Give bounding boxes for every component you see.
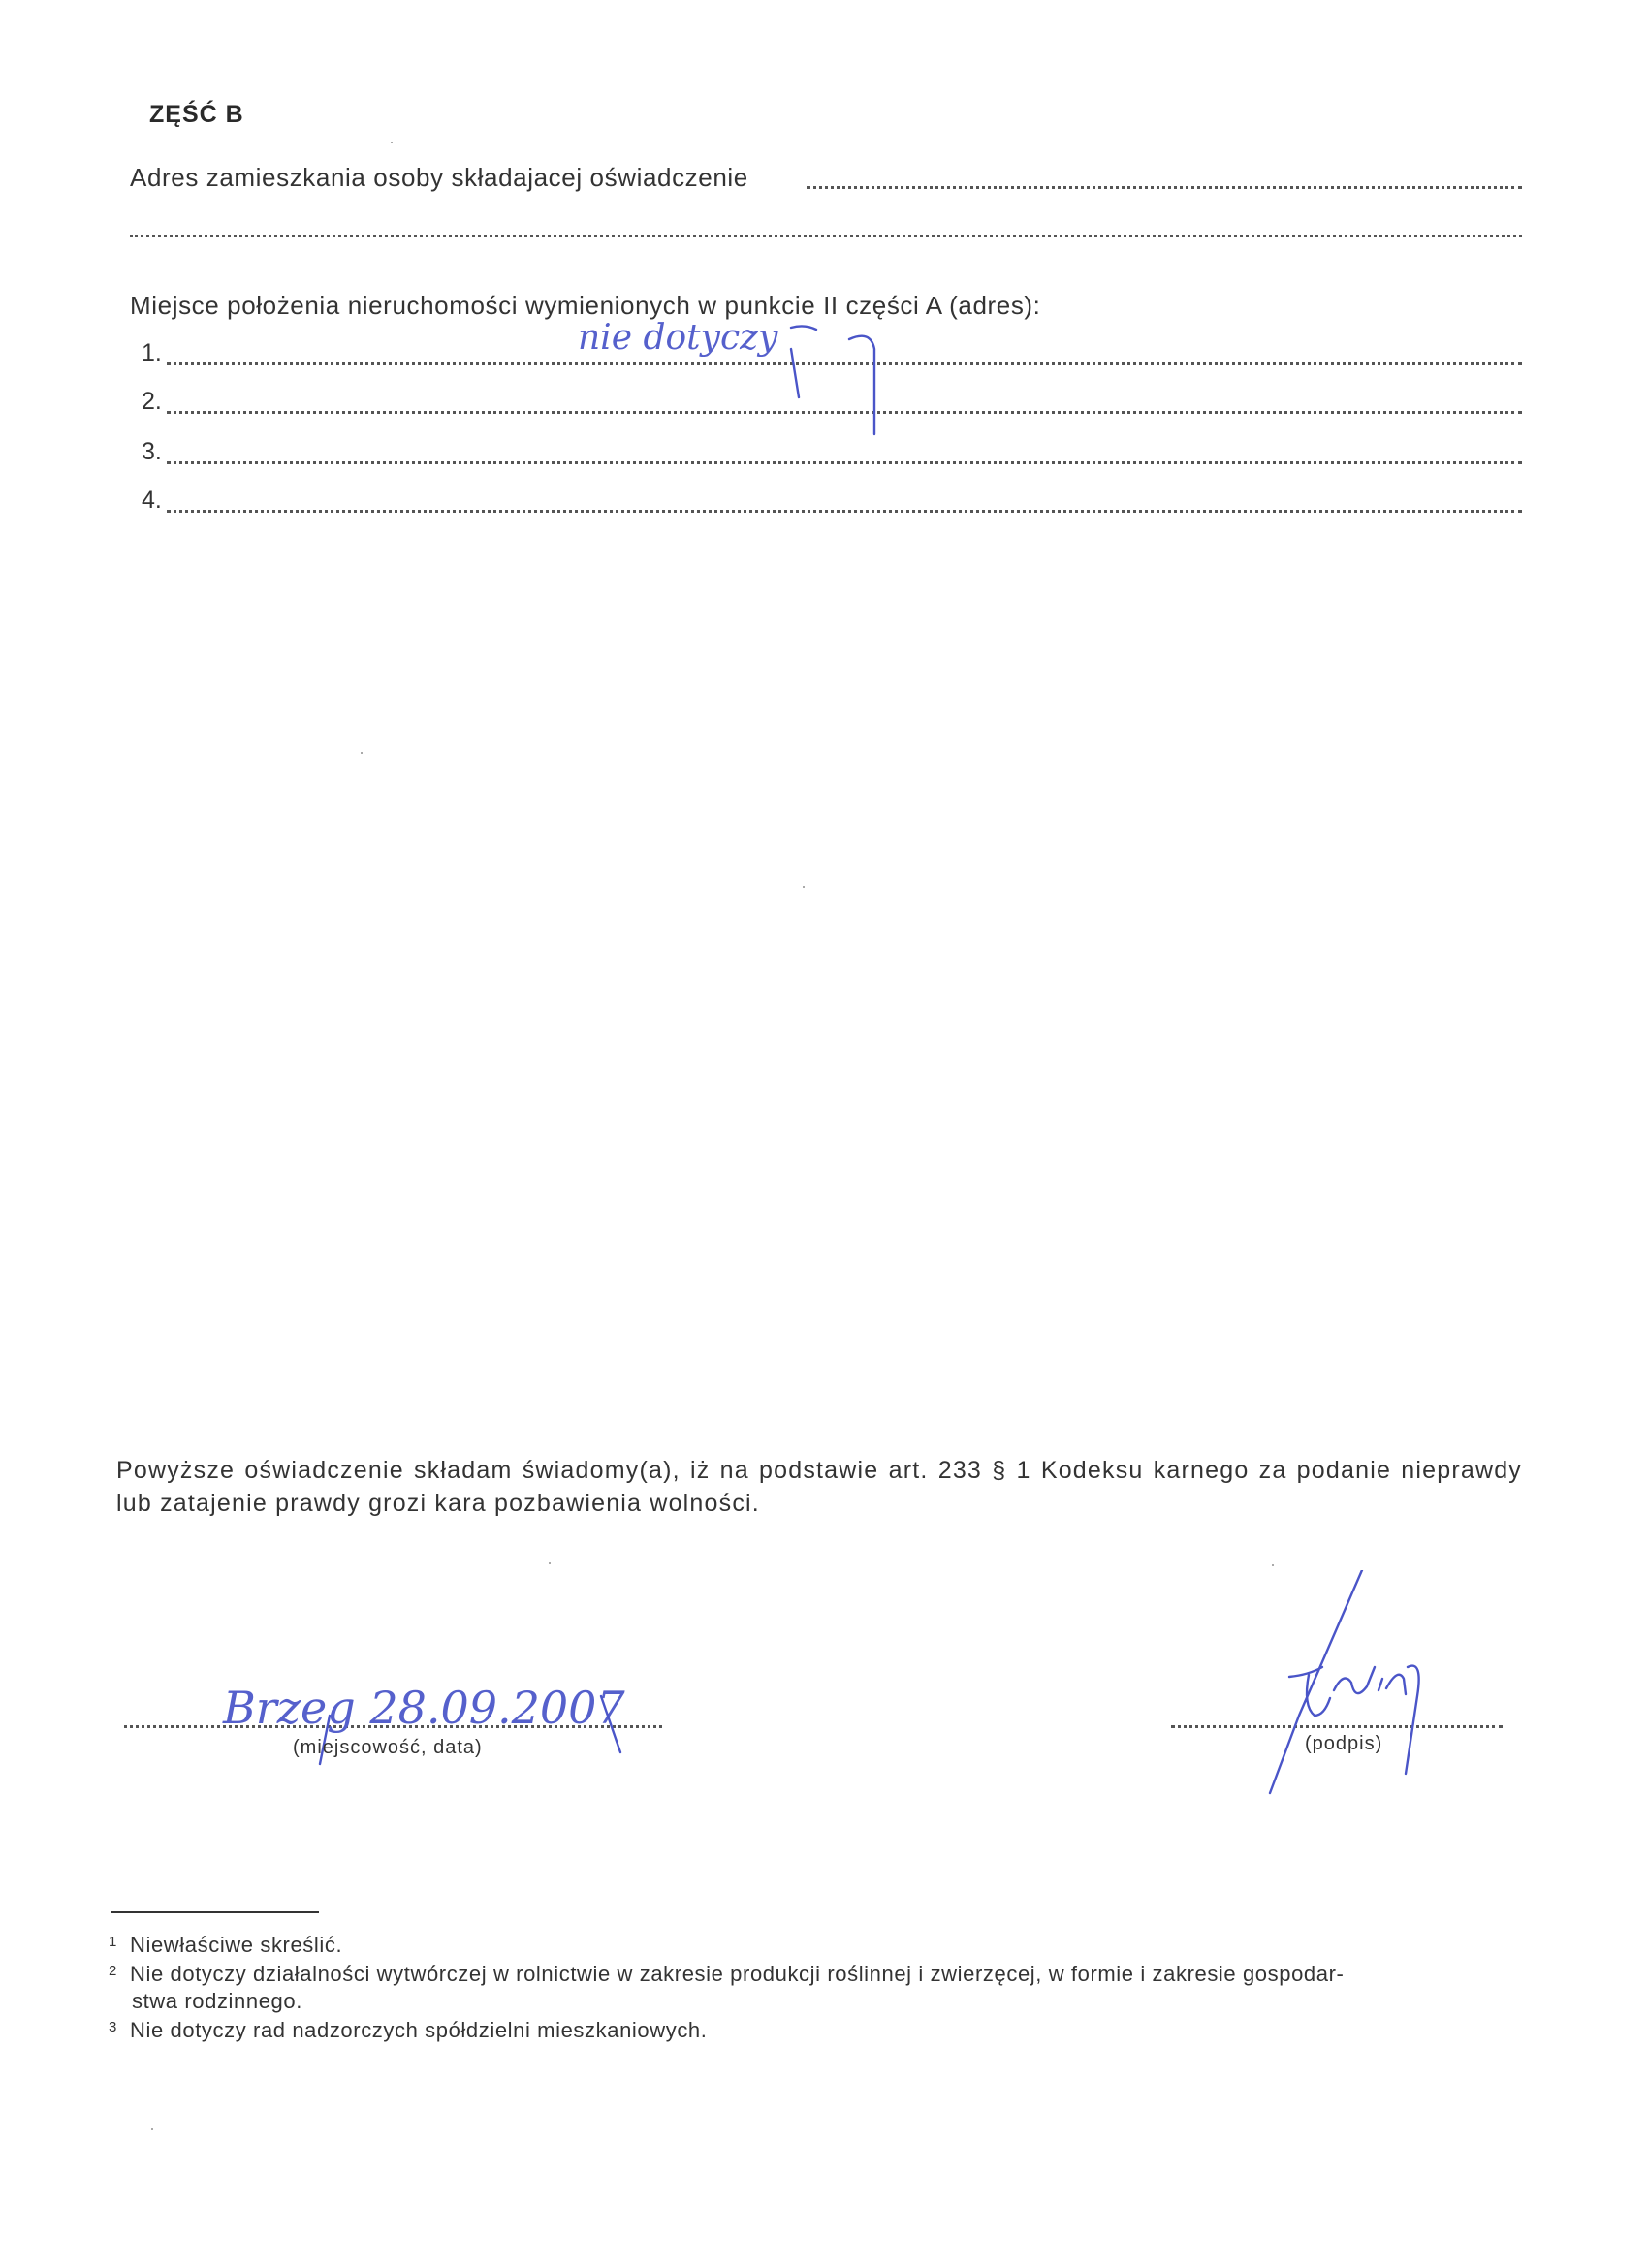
- property-item-line-3: [167, 461, 1522, 464]
- svg-text:nie dotyczy: nie dotyczy: [578, 318, 778, 358]
- footnote-separator: [111, 1911, 319, 1913]
- address-field-line-1: [807, 186, 1522, 189]
- address-field-line-2: [130, 235, 1522, 237]
- declaration-text: Powyższe oświadczenie składam świadomy(a), iż na podstawie art. 233 § 1 Kodeksu karnego za podanie nieprawdy lub zatajenie prawdy grozi kara pozbawienia wolności.: [116, 1457, 1522, 1517]
- property-location-label: Miejsce położenia nieruchomości wymienionych w punkcie II części A (adres):: [130, 291, 1041, 320]
- footnote-text: Nie dotyczy rad nadzorczych spółdzielni mieszkaniowych.: [130, 2018, 708, 2042]
- footnote-2: [109, 1958, 1524, 2015]
- scan-speck: [151, 2128, 153, 2130]
- scan-speck: [549, 1562, 551, 1564]
- property-item-number-2: 2.: [142, 388, 162, 415]
- handwritten-not-applicable-note: [562, 310, 892, 446]
- address-label: Adres zamieszkania osoby składajacej oświadczenie: [130, 163, 748, 192]
- scan-speck: [803, 886, 805, 888]
- property-item-number-4: 4.: [142, 487, 162, 514]
- footnote-3: [109, 2014, 1524, 2044]
- footnote-1: [109, 1929, 1524, 1959]
- property-item-number-1: 1.: [142, 339, 162, 366]
- svg-text:Brzeg 28.09.2007: Brzeg 28.09.2007: [223, 1682, 625, 1734]
- footnote-marker: 2: [109, 1963, 117, 1979]
- property-item-number-3: 3.: [142, 438, 162, 465]
- handwritten-signature: [1251, 1570, 1444, 1803]
- section-title: ZĘŚĆ B: [149, 101, 244, 128]
- scan-speck: [391, 142, 393, 143]
- scan-speck: [1272, 1564, 1274, 1566]
- place-date-caption: (miejscowość, data): [293, 1737, 483, 1758]
- footnote-marker: 3: [109, 2019, 117, 2035]
- footnote-text: Niewłaściwe skreślić.: [130, 1933, 343, 1957]
- property-item-line-4: [167, 510, 1522, 513]
- footnote-marker: 1: [109, 1934, 117, 1950]
- footnote-continuation: stwa rodzinnego.: [132, 1989, 302, 2013]
- footnote-text: Nie dotyczy działalności wytwórczej w rolnictwie w zakresie produkcji roślinnej i zwierzęcej, w formie i zakresie gospodar-: [130, 1962, 1345, 1986]
- scan-speck: [361, 752, 363, 754]
- signature-caption: (podpis): [1305, 1733, 1383, 1754]
